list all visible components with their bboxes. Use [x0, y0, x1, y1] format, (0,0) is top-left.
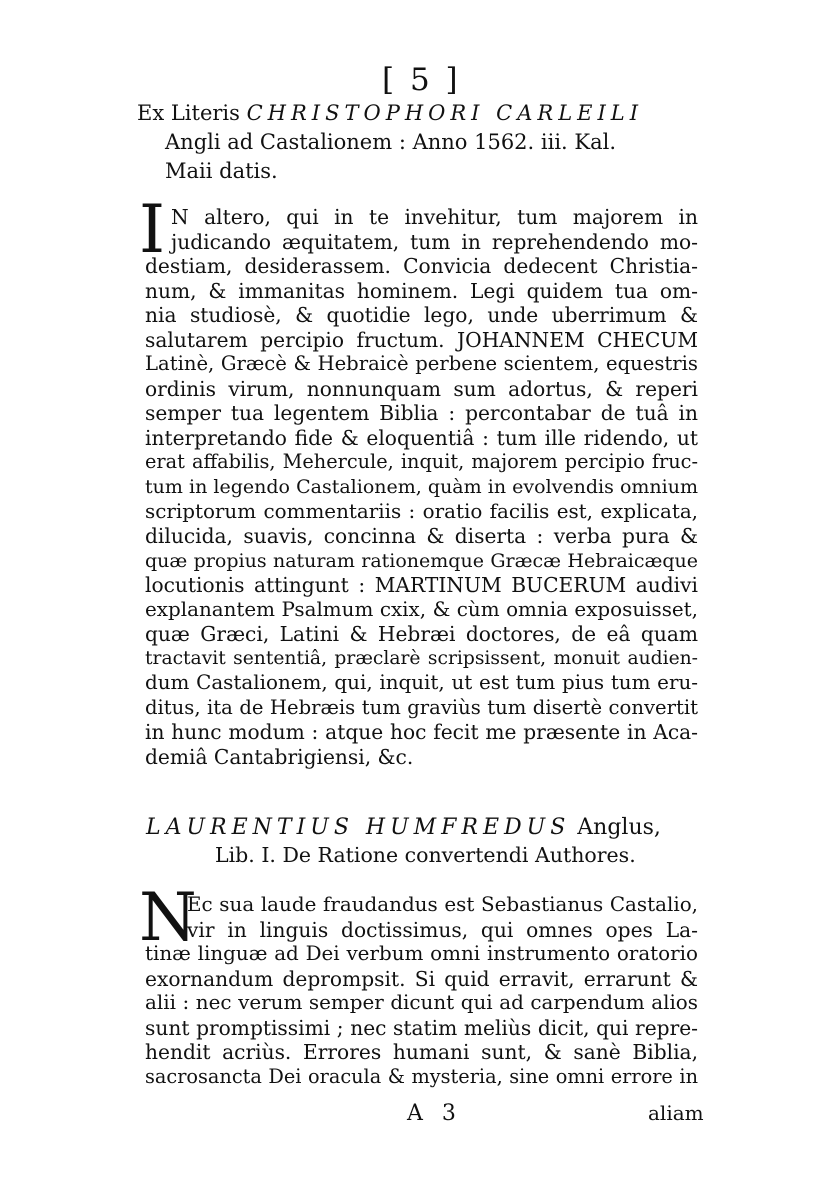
humfredus-paragraph — [145, 893, 698, 1089]
text-line: ditus, ita de Hebræis tum graviùs tum disertè convertit — [145, 695, 698, 719]
text-line: semper tua legentem Biblia : percontabar de tuâ in — [145, 401, 698, 426]
letter-paragraph — [145, 205, 698, 770]
text-line: salutarem percipio fructum. JOHANNEM CHECUM — [145, 327, 698, 352]
header-line-3: Maii datis. — [165, 159, 278, 183]
text-line: quæ propius naturam rationemque Græcæ Hebraicæque — [145, 549, 698, 572]
section-heading — [146, 815, 661, 840]
text-line: quæ Græci, Latini & Hebræi doctores, de eâ quam — [145, 622, 698, 647]
section-subheading: Lib. I. De Ratione convertendi Authores. — [215, 843, 636, 867]
text-line: locutionis attingunt : MARTINUM BUCERUM audivi — [145, 573, 698, 598]
text-line: tum in legendo Castalionem, quàm in evolvendis omnium — [145, 476, 698, 499]
text-line: N altero, qui in te invehitur, tum majorem in — [171, 205, 698, 229]
header-author-name: CHRISTOPHORI CARLEILI — [246, 101, 644, 125]
page-number: [ 5 ] — [382, 62, 461, 98]
text-line: sunt promptissimi ; nec statim meliùs dicit, qui repre- — [145, 1015, 698, 1040]
text-line: num, & immanitas hominem. Legi quidem tua om- — [145, 278, 698, 303]
signature-mark: A 3 — [407, 1101, 462, 1126]
text-line: hendit acriùs. Errores humani sunt, & sanè Biblia, — [145, 1040, 698, 1065]
text-line: destiam, desiderassem. Convicia dedecent Christia- — [145, 254, 698, 279]
text-line: Ec sua laude fraudandus est Sebastianus Castalio, — [187, 893, 698, 916]
text-line: interpretando fide & eloquentiâ : tum ille ridendo, ut — [145, 425, 698, 450]
text-line: demiâ Cantabrigiensi, &c. — [145, 745, 414, 770]
text-line: alii : nec verum semper dicunt qui ad carpendum alios — [145, 991, 698, 1015]
text-line: ordinis virum, nonnunquam sum adortus, & reperi — [145, 376, 698, 401]
text-line: dilucida, suavis, concinna & diserta : verba pura & — [145, 524, 698, 549]
text-line: nia studiosè, & quotidie lego, unde uberrimum & — [145, 303, 698, 328]
section-author-nation: Anglus, — [577, 815, 661, 840]
header-line-1 — [137, 101, 643, 126]
text-line: judicando æquitatem, tum in reprehendendo mo- — [171, 229, 698, 254]
text-line: Latinè, Græcè & Hebraicè perbene scientem, equestris — [145, 352, 698, 376]
section-author-name: LAURENTIUS HUMFREDUS — [146, 815, 571, 840]
text-line: scriptorum commentariis : oratio facilis est, explicata, — [145, 499, 698, 523]
text-line: erat affabilis, Mehercule, inquit, majorem percipio fruc- — [145, 450, 698, 474]
text-line: sacrosancta Dei oracula & mysteria, sine omni errore in — [145, 1064, 698, 1088]
text-line: dum Castalionem, qui, inquit, ut est tum pius tum eru- — [145, 671, 698, 695]
drop-cap-i: I — [139, 191, 166, 268]
text-line: vir in linguis doctissimus, qui omnes opes La- — [187, 917, 698, 942]
text-line: in hunc modum : atque hoc fecit me præsente in Aca- — [145, 720, 698, 745]
header-ex-literis: Ex Literis — [137, 101, 240, 125]
text-line: explanantem Psalmum cxix, & cùm omnia exposuisset, — [145, 597, 698, 621]
text-line: tinæ linguæ ad Dei verbum omni instrumento oratorio — [145, 942, 698, 966]
header-line-2: Angli ad Castalionem : Anno 1562. iii. Kal. — [165, 130, 616, 154]
text-line: tractavit sententiâ, præclarè scripsissent, monuit audien- — [145, 647, 698, 669]
text-line: exornandum deprompsit. Si quid erravit, errarunt & — [145, 966, 698, 991]
catchword: aliam — [648, 1101, 704, 1125]
drop-cap-n: N — [139, 879, 197, 956]
